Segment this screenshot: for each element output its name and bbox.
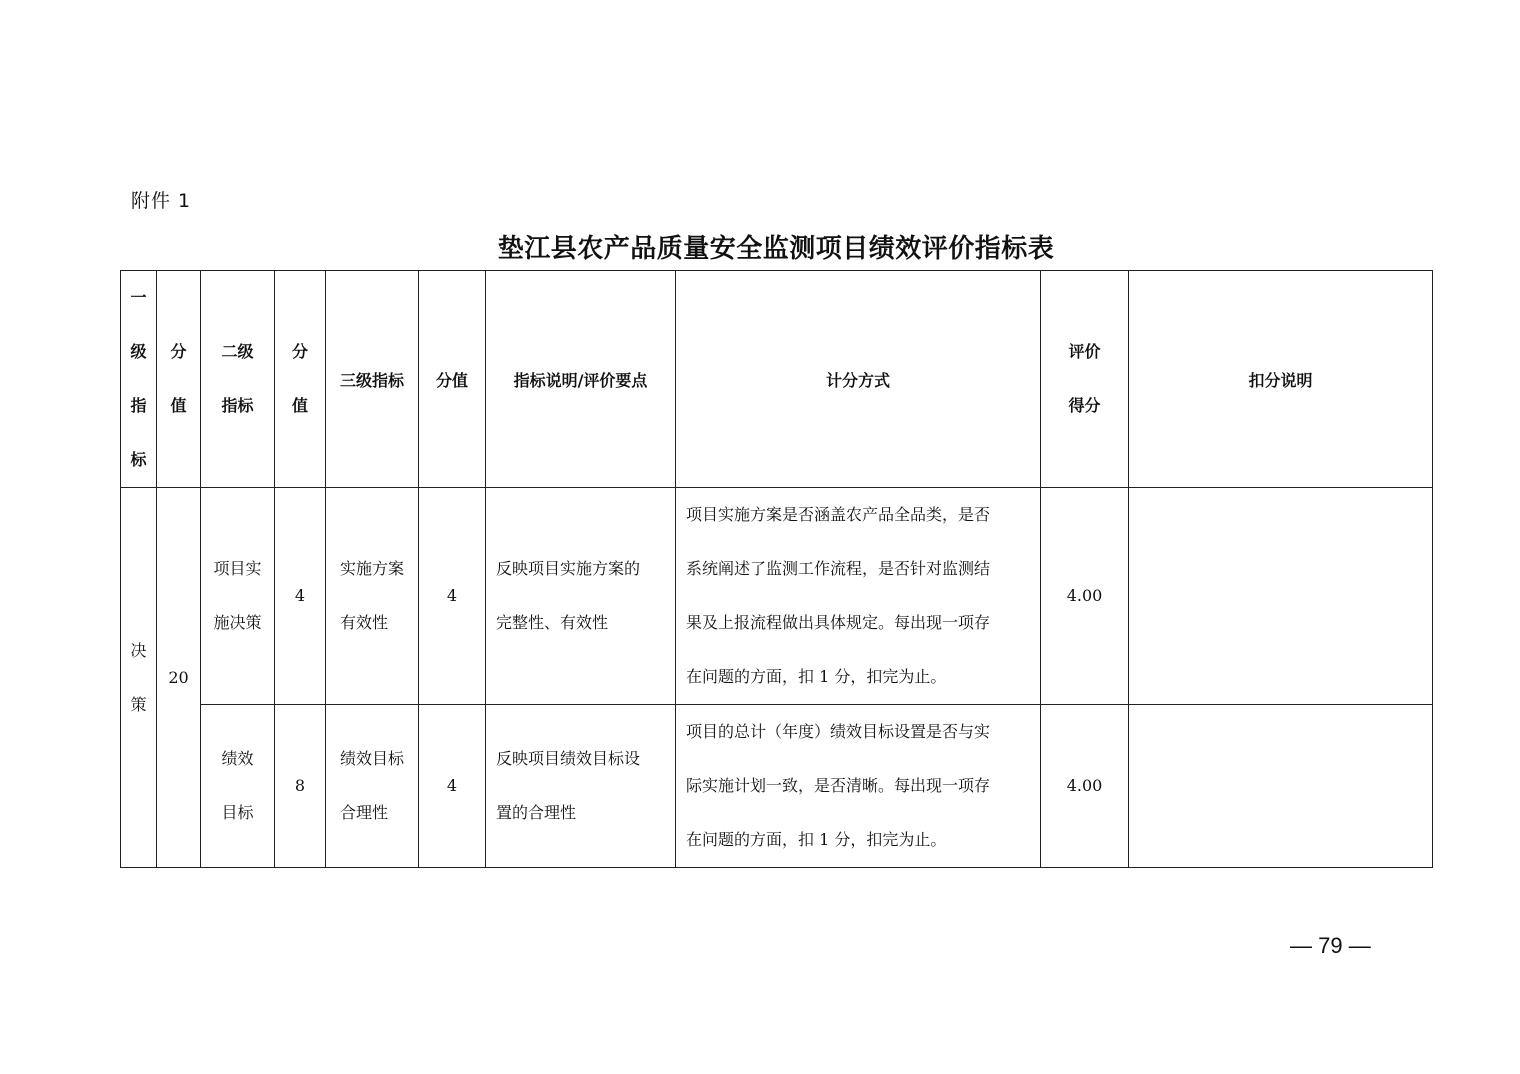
header-eval-score: 评价 得分 <box>1041 271 1129 488</box>
table-header-row <box>121 271 1433 488</box>
table-row <box>121 488 1433 705</box>
description-cell: 反映项目实施方案的 完整性、有效性 <box>486 488 676 705</box>
level2-score-cell: 8 <box>275 705 326 868</box>
header-level1-indicator: 一 级 指 标 <box>121 271 157 488</box>
deduction-cell <box>1129 488 1433 705</box>
eval-score-cell: 4.00 <box>1041 488 1129 705</box>
level3-score-cell: 4 <box>419 705 486 868</box>
page-number: — 79 — <box>1290 933 1371 958</box>
scoring-method-cell: 项目实施方案是否涵盖农产品全品类，是否 系统阐述了监测工作流程，是否针对监测结 果及上报流程做出具体规定。每出现一项存 在问题的方面，扣 1 分，扣完为止。 <box>676 488 1041 705</box>
level3-indicator-cell: 绩效目标 合理性 <box>326 705 419 868</box>
header-level3-score: 分值 <box>419 271 486 488</box>
scoring-method-cell: 项目的总计（年度）绩效目标设置是否与实 际实施计划一致，是否清晰。每出现一项存 在问题的方面，扣 1 分，扣完为止。 <box>676 705 1041 868</box>
header-level2-indicator: 二级 指标 <box>201 271 275 488</box>
deduction-cell <box>1129 705 1433 868</box>
indicator-table <box>120 270 1433 868</box>
level3-indicator-cell: 实施方案 有效性 <box>326 488 419 705</box>
description-cell: 反映项目绩效目标设 置的合理性 <box>486 705 676 868</box>
level2-indicator-cell: 绩效 目标 <box>201 705 275 868</box>
table-row <box>121 705 1433 868</box>
header-level1-score: 分 值 <box>157 271 201 488</box>
header-level3-indicator: 三级指标 <box>326 271 419 488</box>
level2-indicator-cell: 项目实 施决策 <box>201 488 275 705</box>
header-level2-score: 分 值 <box>275 271 326 488</box>
attachment-label: 附件 1 <box>131 190 192 212</box>
document-title: 垫江县农产品质量安全监测项目绩效评价指标表 <box>497 234 1055 264</box>
level2-score-cell: 4 <box>275 488 326 705</box>
level1-score-cell: 20 <box>157 488 201 868</box>
header-scoring-method: 计分方式 <box>676 271 1041 488</box>
level3-score-cell: 4 <box>419 488 486 705</box>
header-deduction: 扣分说明 <box>1129 271 1433 488</box>
level1-indicator-cell: 决 策 <box>121 488 157 868</box>
header-description: 指标说明/评价要点 <box>486 271 676 488</box>
eval-score-cell: 4.00 <box>1041 705 1129 868</box>
